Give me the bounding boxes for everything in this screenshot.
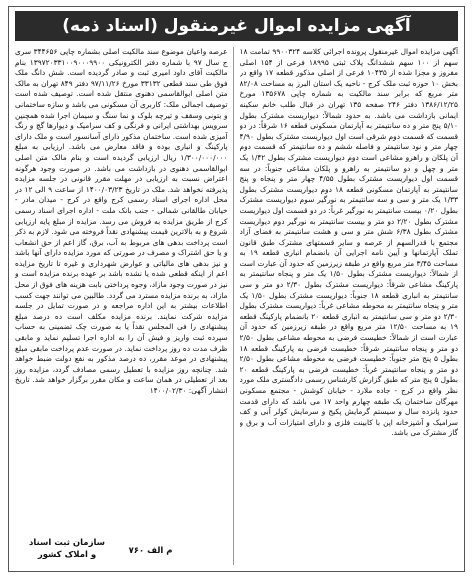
notice-page [8,6,465,572]
org-line-2: و املاک کشور [37,550,97,560]
notice-column-right [240,47,458,565]
notice-footer [15,525,233,561]
notice-right-text: آگهی مزایده اموال غیرمنقول پرونده اجرائی کلاسه ۹۹۰۰۳۲۴ تمامت ۱۸ سهم از ۱۰۰ سهم ششدانگ پلاک ثبتی ۱۸۹۹۵ فرعی از ۱۵۴ اصلی مفروز و مجزا شده از ۱۰۴۳۵ فرعی از اصلی مذکور قطعه ۱۷ واقع در بخش ۱۰ حوزه ثبت ملک کرج - ناحیه یک استان البرز به مساحت ۸۲/۰۸ متر مربع که برابر سند مالکیت به شماره چاپی ۱۳۵۶۷۸ مورخ ۱۳۸۶/۱۲/۲۵ دفتر ۲۴۶ صفحه ۱۳۵ تهران در قبال طلب خانم سکینه ایمانی بازداشت می باشد. به حدود شمالاً: دیواریست مشترک بطول ۵/۱۰ پنج متر و ده سانتیمتر به آپارتمان مسکونی قطعه ۱۶ شرقاً: در دو قسمت که قسمت دوم شرقی است اول دیواریست مشترک بطول ۴/۹۰ چهار متر و نود سانتیمتر و فاصله ششم و ده سانتیمتر که قسمت دوم آن پلکان و راهرو مشاعی است دوم دیواریست مشترک بطول ۱/۴۲ یک متر و چهل و دو سانتیمتر به راهرو و پلکان مشاعی جنوباً: در سه قسمت اول دیواریست مشترک بطول ۴/۵۵ چهار متر و پنجاه و پنج سانتیمتر به آپارتمان مسکونی قطعه ۱۸ دوم دیواریست مشترک بطول ۱/۳۳ یک متر و سی و سه سانتیمتر به نورگیر سوم دیواریست مشترک بطول ۰/۲۰ بیست سانتیمتر به نورگیر غرباً: در دو قسمت اول دیواریست مشترک بطول ۲/۲۰ دو متر و بیست سانتیمتر به نورگیر دوم دیواریست مشترک بطول ۶/۳۸ شش متر و سی و هشت سانتیمتر به فضای آزاد مجتمع با قدرالسهم از عرصه و سایر قسمتهای مشترک طبق قانون تملک آپارتمانها و آیین نامه اجرایی آن بانضمام انباری قطعه ۱۹ به مساحت ۳/۴۵ متر مربع واقع در طبقه زیرزمین که حدود آن عبارت است از شمالاً: دیواریست مشترک بطول ۱/۵۰ یک متر و پنجاه سانتیمتر به پارکینگ مشاعی شرقاً: دیواریست مشترک بطول ۲/۳۰ دو متر و سی سانتیمتر به انباری قطعه ۱۸ جنوباً: دیواریست مشترک بطول ۱/۵۰ یک متر و پنجاه سانتیمتر به محوطه مشاعی غرباً: دیواریست مشترک بطول ۲/۳۰ دو متر و سی سانتیمتر به انباری قطعه ۲۰ بانضمام پارکینگ قطعه ۱۹ به مساحت ۱۲/۵۰ متر مربع واقع در طبقه زیرزمین که حدود آن عبارت است از شمالاً: خطیست فرضی به محوطه مشاعی بطول ۲/۵۰ دو متر و پنجاه سانتیمتر شرقاً: خطیست فرضی به پارکینگ قطعه ۱۸ بطول ۵ پنج متر جنوباً: خطیست فرضی به محوطه مشاعی بطول ۲/۵۰ دو متر و پنجاه سانتیمتر غرباً: خطیست فرضی به پارکینگ قطعه ۲۰ بطول ۵ پنج متر که طبق گزارش کارشناس رسمی دادگستری ملک مورد نظر واقع در کرج - جاده ملارد - خیابان کوشش - مجتمع مسکونی مهرگان ساختمان یک طبقه چهارم واحد ۱۷ می باشد که دارای قدمت حدود پانزده سال و سیستم گرمایش پکیج و سرمایش کولر آبی و کف سرامیک و آشپزخانه اپن با کابینت فلزی و دارای امتیازات آب و برق و گاز مشترک می باشد. [239,47,458,438]
notice-left-body [15,47,228,507]
notice-columns [15,47,458,565]
notice-title-bar [15,11,458,41]
notice-organization [17,537,117,561]
notice-column-left [15,47,234,565]
org-line-1: سازمان ثبت اسناد [28,538,106,548]
notice-number: م الف ۷۶۰ [128,546,173,557]
notice-left-text: عرصه واعیان موضوع سند مالکیت اصلی بشماره چاپی ۳۴۴۶۵۶ سری ج سال ۹۷ با شماره دفتر الکترونیکی ۱۳۹۷۲۰۳۳۱۰۰۹۰۰۰۹۹۰۰ بنام مالکیت آقای داود امیری ثبت و صادر گردیده است. شش دانگ ملک فوق طی سند قطعی ۳۳۱۳۲ مورخ ۹۷/۱۱/۲۶ دفتر ۸۴۹ تهران به مالک متن اصلی ابوالقاسمی دهنوی منتقل شده است. توصیف شده است توصیف اجمالی ملک: کاربری آن مسکونی می باشد و سازه ساختمانی و بتونی وسقف و تیرچه بلوک و نما سنگ و سیمان اجرا شده همچنین سرویس بهداشتی ایرانی و فرنگی و کف سرامیک و دیوارها گچ و رنگ آمیزی شده است. ساختمان مذکور دارای آسانسور است و ملک دارای پارکینگ و انباری بوده و فاقد معارض می باشد. ارزیابی به مبلغ ۱/۳۰۰/۰۰۰/۰۰۰ ریال ارزیابی گردیده است و بنام مالک متن اصلی ابوالقاسمی دهنوی در بازداشت می باشد. در صورت وجود هرگونه اعتراض نسبت به ارزیابی در مهلت مقرر قانونی در جلسه مزایده پذیرفته نخواهد شد. ملک در تاریخ ۱۴۰۰/۰۳/۲۳ از ساعت ۹ الی ۱۲ در محل اداره اجرای اسناد رسمی کرج واقع در کرج - میدان مادر - خیابان طالقانی شمالی - جنب بانک ملت - اداره اجرای اسناد رسمی کرج از طریق مزایده به فروش می رسد. مزایده از مبلغ پایه ارزیابی شروع و به بالاترین قیمت پیشنهادی نقداً فروخته می شود. لازم به ذکر است پرداخت بدهی های مربوط به آب، برق، گاز اعم از حق انشعاب و یا حق اشتراک و مصرف در صورتی که مورد مزایده دارای آنها باشد و نیز بدهی های مالیاتی و عوارض شهرداری و غیره تا تاریخ مزایده اعم از اینکه قطعی شده یا نشده باشد بر عهده برنده مزایده است و نیز در صورت وجود مازاد، وجوه پرداختی بابت هزینه های فوق از محل مازاد، به برنده مزایده مسترد می گردد. طالبین می توانند جهت کسب اطلاعات بیشتر به این اداره مراجعه و در صورت تمایل در جلسه مزایده شرکت نمایند. برنده مزایده مکلف است ده درصد مبلغ پیشنهادی را فی المجلس نقداً یا به صورت چک تضمینی به حساب سپرده ثبت واریز و فیش آن را به اداره اجرا تسلیم نماید و مابقی ظرف مدت ده روز پرداخت نماید. در صورت عدم پرداخت مابقی مبلغ پیشنهادی در موعد مقرر، ده درصد مذکور به نفع دولت ضبط خواهد شد. چنانچه روز مزایده با تعطیل رسمی مصادف گردد، مزایده روز بعد از تعطیلی در همان ساعت و مکان مقرر برگزار خواهد شد. تاریخ انتشار آگهی: ۱۴۰۰/۰۲/۳۰ [15,47,228,395]
notice-title: آگهی مزایده اموال غیرمنقول (اسناد ذمه) [62,16,411,36]
